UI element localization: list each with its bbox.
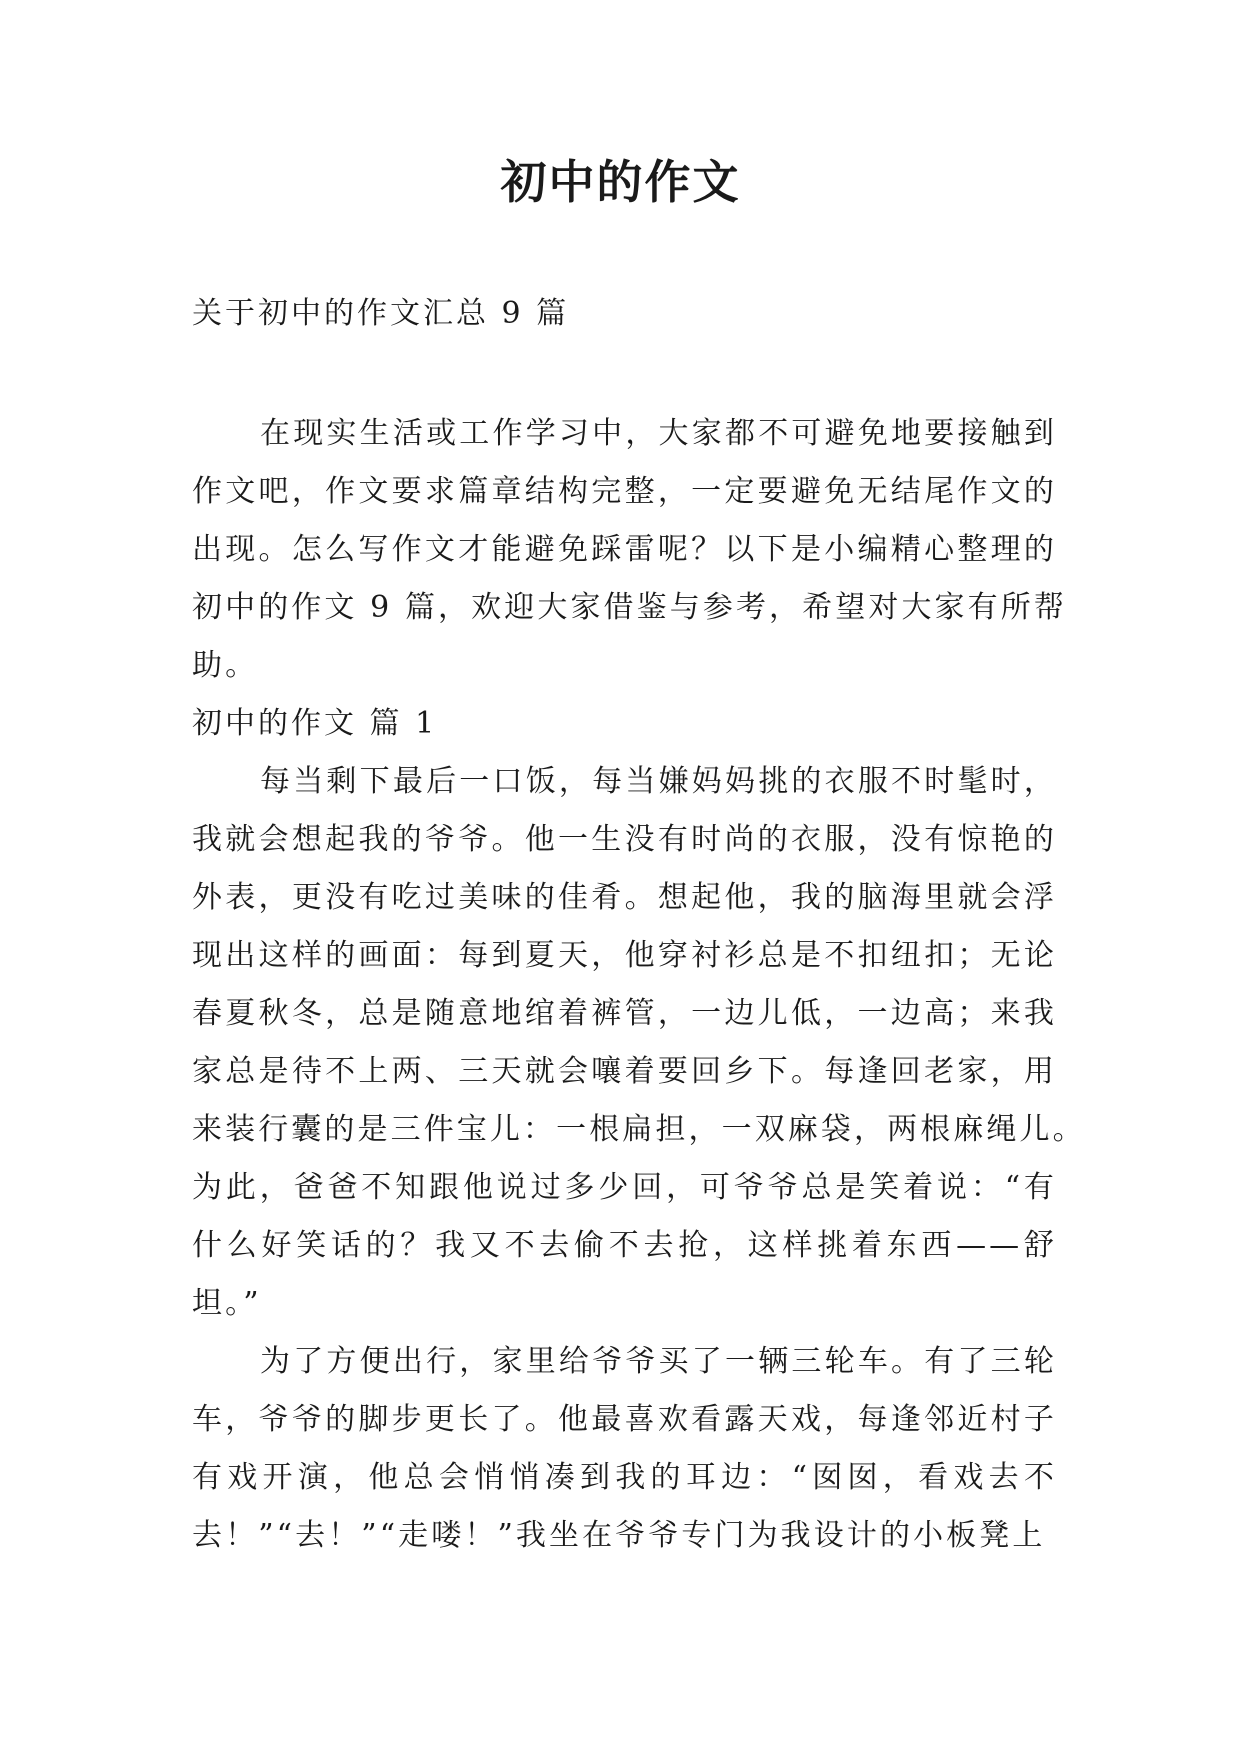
paragraph-line: 为了方便出行，家里给爷爷买了一辆三轮车。有了三轮 — [260, 1344, 1057, 1379]
paragraph-line: 出现。怎么写作文才能避免踩雷呢？以下是小编精心整理的 — [192, 532, 1057, 567]
document-subtitle: 关于初中的作文汇总 9 篇 — [192, 296, 570, 331]
paragraph-line: 在现实生活或工作学习中，大家都不可避免地要接触到 — [260, 416, 1057, 451]
document-title: 初中的作文 — [500, 155, 741, 209]
paragraph-line: 去！”“去！”“走喽！”我坐在爷爷专门为我设计的小板凳上 — [192, 1518, 1046, 1553]
paragraph-line: 每当剩下最后一口饭，每当嫌妈妈挑的衣服不时髦时， — [260, 764, 1057, 799]
paragraph — [192, 405, 1067, 695]
paragraph — [192, 753, 1086, 1333]
paragraph-line: 为此，爸爸不知跟他说过多少回，可爷爷总是笑着说：“有 — [192, 1170, 1057, 1205]
paragraph-line: 我就会想起我的爷爷。他一生没有时尚的衣服，没有惊艳的 — [192, 822, 1057, 857]
paragraph-line: 坦。” — [192, 1286, 262, 1321]
paragraph — [192, 1333, 1057, 1565]
paragraph-line: 作文吧，作文要求篇章结构完整，一定要避免无结尾作文的 — [192, 474, 1057, 509]
section-heading: 初中的作文 篇 1 — [192, 706, 438, 741]
paragraph-line: 有戏开演，他总会悄悄凑到我的耳边：“囡囡，看戏去不 — [192, 1460, 1057, 1495]
paragraph-line: 春夏秋冬，总是随意地绾着裤管，一边儿低，一边高；来我 — [192, 996, 1057, 1031]
paragraph-line: 什么好笑话的？我又不去偷不去抢，这样挑着东西——舒 — [192, 1228, 1057, 1263]
document-body — [192, 405, 1086, 1565]
paragraph-line: 外表，更没有吃过美味的佳肴。想起他，我的脑海里就会浮 — [192, 880, 1057, 915]
paragraph-line: 助。 — [192, 648, 259, 683]
paragraph-line: 车，爷爷的脚步更长了。他最喜欢看露天戏，每逢邻近村子 — [192, 1402, 1057, 1437]
paragraph-line: 现出这样的画面：每到夏天，他穿衬衫总是不扣纽扣；无论 — [192, 938, 1057, 973]
paragraph-line: 来装行囊的是三件宝儿：一根扁担，一双麻袋，两根麻绳儿。 — [192, 1112, 1086, 1147]
paragraph-line: 初中的作文 9 篇，欢迎大家借鉴与参考，希望对大家有所帮 — [192, 590, 1067, 625]
paragraph-line: 家总是待不上两、三天就会嚷着要回乡下。每逢回老家，用 — [192, 1054, 1057, 1089]
